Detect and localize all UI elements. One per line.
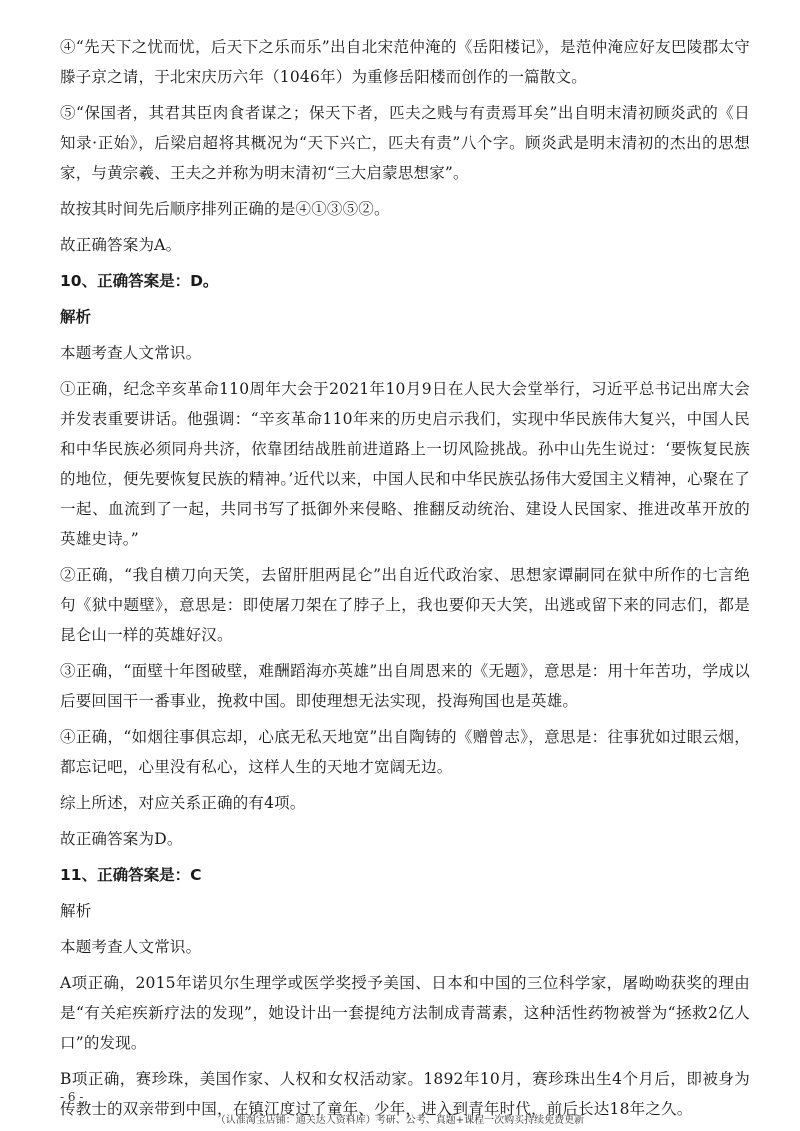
page-number: - 6 - (60, 1090, 84, 1104)
paragraph-item-4: ④“先天下之忧而忧，后天下之乐而乐”出自北宋范仲淹的《岳阳楼记》，是范仲淹应好友巴陵郡太守滕子京之请，于北宋庆历六年（1046年）为重修岳阳楼而创作的一篇散文。 (60, 38, 750, 86)
answer-line-q10: 故正确答案为D。 (60, 830, 183, 848)
order-conclusion: 故按其时间先后顺序排列正确的是④①③⑤②。 (60, 200, 390, 218)
q11-option-b: B项正确，赛珍珠，美国作家、人权和女权活动家。1892年10月，赛珍珠出生4个月后，即被身为传教士的双亲带到中国，在镇江度过了童年、少年，进入到青年时代，前后长达18年之久。 (60, 1070, 750, 1118)
q11-option-a: A项正确，2015年诺贝尔生理学或医学奖授予美国、日本和中国的三位科学家，屠呦呦获奖的理由是“有关疟疾新疗法的发现”，她设计出一套提纯方法制成青蒿素，这种活性药物被誉为“拯救2亿人口”的发现。 (60, 974, 750, 1052)
q10-item-1: ①正确，纪念辛亥革命110周年大会于2021年10月9日在人民大会堂举行，习近平总书记出席大会并发表重要讲话。他强调：“辛亥革命110年来的历史启示我们，实现中华民族伟大复兴，中国人民和中华民族必须同舟共济，依靠团结战胜前进道路上一切风险挑战。孙中山先生说过：‘要恢复民族的地位，便先要恢复民族的精神。’近代以来，中国人民和中华民族弘扬伟大爱国主义精神，心聚在了一起、血流到了一起，共同书写了抵御外来侵略、推翻反动统治、建设人民国家、推进改革开放的英雄史诗。” (60, 380, 750, 548)
answer-line-q9: 故正确答案为A。 (60, 236, 182, 254)
analysis-heading-q11: 解析 (60, 902, 92, 920)
analysis-heading-q10: 解析 (60, 308, 92, 326)
footer-note: （认准淘宝店铺：通关达人资料库）考研、公考、真题+课程一次购买持续免费更新 (215, 1115, 585, 1126)
q10-item-4: ④正确，“如烟往事俱忘却，心底无私天地宽”出自陶铸的《赠曾志》，意思是：往事犹如过眼云烟，都忘记吧，心里没有私心，这样人生的天地才宽阔无边。 (60, 728, 750, 776)
q10-item-3: ③正确，“面壁十年图破壁，难酬蹈海亦英雄”出自周恩来的《无题》，意思是：用十年苦功，学成以后要回国干一番事业，挽救中国。即使理想无法实现，投海殉国也是英雄。 (60, 662, 750, 710)
q10-item-2: ②正确，“我自横刀向天笑，去留肝胆两昆仑”出自近代政治家、思想家谭嗣同在狱中所作的七言绝句《狱中题壁》，意思是：即使屠刀架在了脖子上，我也要仰天大笑，出逃或留下来的同志们，都是昆仑山一样的英雄好汉。 (60, 566, 750, 644)
document-body (60, 32, 750, 1130)
answer-heading-q10: 10、正确答案是：D。 (60, 272, 219, 290)
paragraph-item-5: ⑤“保国者，其君其臣肉食者谋之；保天下者，匹夫之贱与有责焉耳矣”出自明末清初顾炎武的《日知录·正始》，后梁启超将其概况为“天下兴亡，匹夫有责”八个字。顾炎武是明末清初的杰出的思想家，与黄宗羲、王夫之并称为明末清初“三大启蒙思想家”。 (60, 104, 750, 182)
topic-line-q10: 本题考查人文常识。 (60, 344, 202, 362)
topic-line-q11: 本题考查人文常识。 (60, 938, 202, 956)
summary-q10: 综上所述，对应关系正确的有4项。 (60, 794, 306, 812)
answer-heading-q11: 11、正确答案是：C (60, 866, 202, 884)
